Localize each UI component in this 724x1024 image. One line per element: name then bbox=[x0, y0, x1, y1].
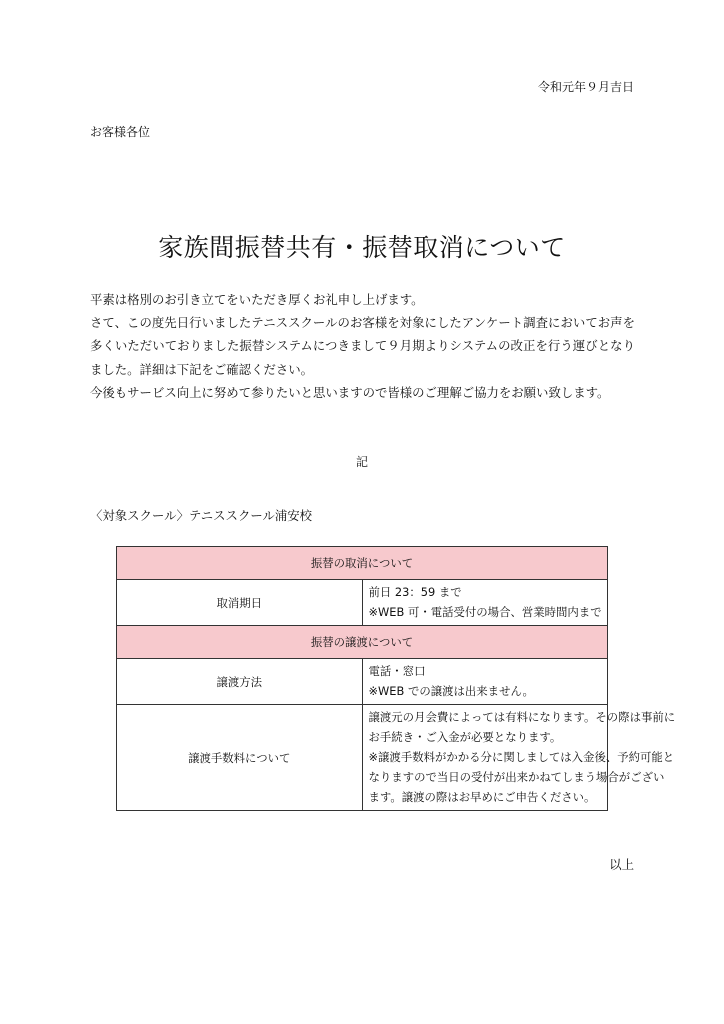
ki-mark: 記 bbox=[355, 455, 368, 469]
table-row bbox=[117, 580, 608, 626]
row-value bbox=[362, 580, 608, 626]
value-line: 電話・窓口 bbox=[368, 664, 426, 678]
table-row bbox=[117, 705, 608, 811]
value-line: お手続き・ご入金が必要となります。 bbox=[368, 730, 562, 744]
table-row bbox=[117, 547, 608, 580]
document-title: 家族間振替共有・振替取消について bbox=[158, 233, 566, 262]
row-value bbox=[362, 705, 676, 811]
value-line: なりますので当日の受付が出来かねてしまう場合がござい bbox=[368, 770, 665, 784]
section-header-transfer: 振替の譲渡について bbox=[117, 626, 608, 659]
recipient: お客様各位 bbox=[90, 125, 151, 139]
closing-mark: 以上 bbox=[609, 857, 634, 872]
section-header-cancel: 振替の取消について bbox=[117, 547, 608, 580]
body-text bbox=[90, 288, 635, 404]
info-table bbox=[116, 546, 676, 811]
row-label: 取消期日 bbox=[117, 580, 363, 626]
document-date: 令和元年９月吉日 bbox=[537, 80, 634, 94]
body-paragraph: 平素は格別のお引き立てをいただき厚くお礼申し上げます。 bbox=[90, 292, 424, 307]
value-line: ます。譲渡の際はお早めにご申告ください。 bbox=[368, 790, 596, 804]
row-value bbox=[362, 659, 608, 705]
value-line: 譲渡元の月会費によっては有料になります。その際は事前に bbox=[368, 710, 676, 724]
value-line: 前日 23：59 まで bbox=[368, 585, 462, 599]
table-row bbox=[117, 659, 608, 705]
value-line: ※WEB 可・電話受付の場合、営業時間内まで bbox=[368, 605, 602, 619]
target-school: 〈対象スクール〉テニススクール浦安校 bbox=[90, 508, 313, 523]
row-label: 譲渡手数料について bbox=[117, 705, 363, 811]
value-line: ※WEB での譲渡は出来ません。 bbox=[368, 684, 534, 698]
value-line: ※譲渡手数料がかかる分に関しましては入金後、予約可能と bbox=[368, 750, 675, 764]
table-row bbox=[117, 626, 608, 659]
row-label: 譲渡方法 bbox=[117, 659, 363, 705]
body-paragraph: 今後もサービス向上に努めて参りたいと思いますので皆様のご理解ご協力をお願い致します。 bbox=[90, 384, 610, 400]
body-paragraph: さて、この度先日行いましたテニススクールのお客様を対象にしたアンケート調査においてお声を多くいただいておりました振替システムにつきまして９月期よりシステムの改正を行う運びとなりました。詳細は下記をご確認ください。 bbox=[90, 315, 635, 377]
